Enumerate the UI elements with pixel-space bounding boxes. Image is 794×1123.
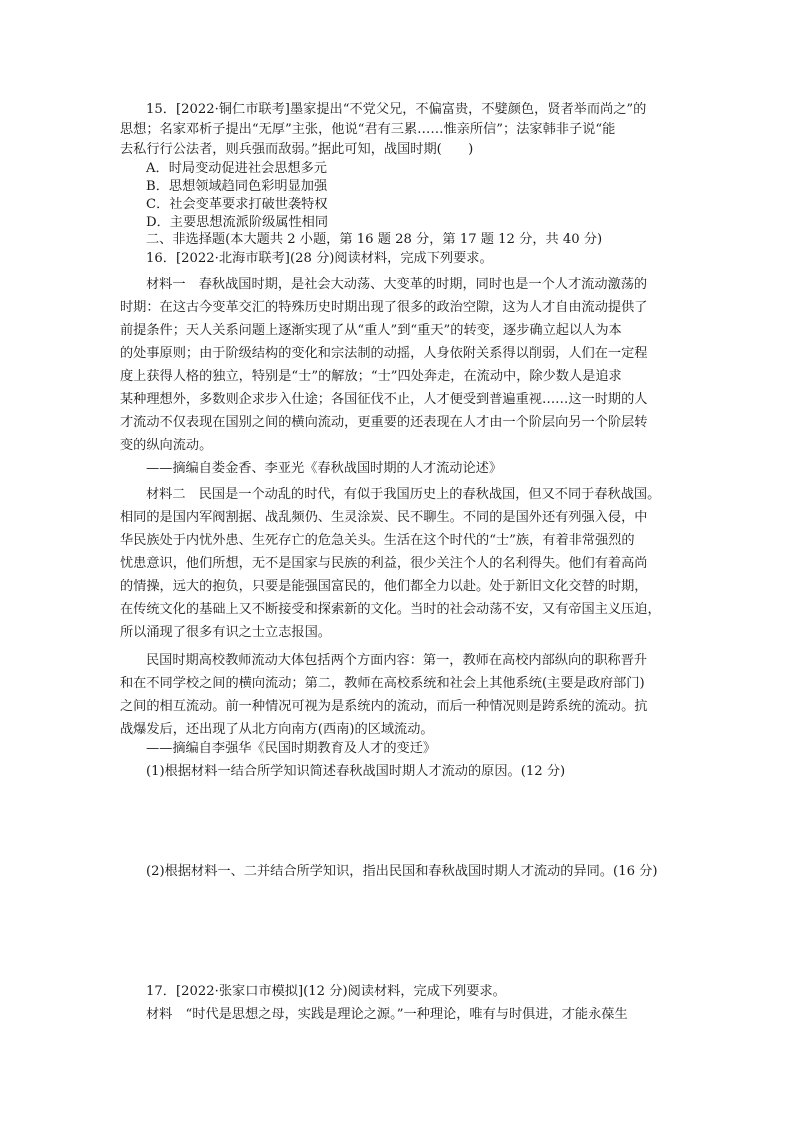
- q15-option-d: D．主要思想流派阶级属性相同: [146, 215, 329, 230]
- q16-material1-line-8: 变的纵向流动。: [120, 438, 213, 453]
- q16-material2b-line-4: 战爆发后，还出现了从北方向南方(西南)的区域流动。: [120, 722, 434, 737]
- q16-material1-line-1: 材料一 春秋战国时期，是社会大动荡、大变革的时期，同时也是一个人才流动激荡的: [146, 277, 648, 292]
- q17-material-line-1: 材料 “时代是思想之母，实践是理论之源。”一种理论，唯有与时俱进，才能永葆生: [146, 1007, 628, 1022]
- q16-material2-line-4: 忧患意识，他们所想，无不是国家与民族的利益，很少关注个人的名利得失。他们有着高尚: [120, 556, 648, 571]
- q16-material2-line-6: 在传统文化的基础上又不断接受和探索新的文化。当时的社会动荡不安，又有帝国主义压迫，: [120, 602, 661, 617]
- q15-stem-line-2: 思想；名家邓析子提出“无厚”主张，他说“君有三累……惟亲所信”；法家韩非子说“能: [120, 122, 616, 137]
- q16-material2-line-3: 华民族处于内忧外患、生死存亡的危急关头。生活在这个时代的“士”族，有着非常强烈的: [120, 533, 635, 548]
- q16-material1-line-3: 前提条件；天人关系问题上逐渐实现了从“重人”到“重天”的转变，逐步确立起以人为本: [120, 323, 622, 338]
- q16-material2-line-1: 材料二 民国是一个动乱的时代，有似于我国历史上的春秋战国，但又不同于春秋战国。: [146, 487, 661, 502]
- q17-heading: 17．[2022·张家口市模拟](12 分)阅读材料，完成下列要求。: [146, 984, 506, 999]
- q15-option-c: C．社会变革要求打破世袭特权: [146, 197, 328, 212]
- q16-question-2: (2)根据材料一、二并结合所学知识，指出民国和春秋战国时期人才流动的异同。(16 分): [146, 864, 658, 879]
- q16-source-1: ——摘编自娄金香、李亚光《春秋战国时期的人才流动论述》: [146, 461, 503, 476]
- q16-source-2: ——摘编自李强华《民国时期教育及人才的变迁》: [146, 741, 437, 756]
- q15-option-a: A．时局变动促进社会思想多元: [146, 161, 327, 176]
- section-heading: 二、非选择题(本大题共 2 小题，第 16 题 28 分，第 17 题 12 分，共 40 分): [146, 232, 603, 247]
- q15-stem-line-3: 去私行行公法者，则兵强而敌弱。”据此可知，战国时期( ): [120, 142, 474, 157]
- q16-material2b-line-1: 民国时期高校教师流动大体包括两个方面内容：第一，教师在高校内部纵向的职称晋升: [146, 653, 648, 668]
- q16-material1-line-5: 度上获得人格的独立，特别是“士”的解放；“士”四处奔走，在流动中，除少数人是追求: [120, 369, 622, 384]
- q16-material1-line-7: 才流动不仅表现在国别之间的横向流动，更重要的还表现在人才由一个阶层向另一个阶层转: [120, 415, 648, 430]
- q16-material2-line-5: 的情操，远大的抱负，只要是能强国富民的，他们都全力以赴。处于新旧文化交替的时期，: [120, 579, 648, 594]
- q16-material1-line-4: 的处事原则；由于阶级结构的变化和宗法制的动摇，人身依附关系得以削弱，人们在一定程: [120, 346, 648, 361]
- q16-material1-line-6: 某种理想外，多数则企求步入仕途；各国征伐不止，人才便受到普遍重视……这一时期的人: [120, 392, 648, 407]
- q15-stem-line-1: 15．[2022·铜仁市联考]墨家提出“不党父兄，不偏富贵，不嬖颜色，贤者举而尚之”的: [146, 102, 647, 117]
- q16-material2b-line-3: 之间的相互流动。前一种情况可视为是系统内的流动，而后一种情况则是跨系统的流动。抗: [120, 699, 648, 714]
- q15-option-b: B．思想领域趋同色彩明显加强: [146, 179, 328, 194]
- q16-question-1: (1)根据材料一结合所学知识简述春秋战国时期人才流动的原因。(12 分): [146, 764, 566, 779]
- q16-material1-line-2: 时期：在这古今变革交汇的特殊历史时期出现了很多的政治空隙，这为人才自由流动提供了: [120, 300, 648, 315]
- q16-material2-line-2: 相同的是国内军阀割据、战乱频仍、生灵涂炭、民不聊生。不同的是国外还有列强入侵，中: [120, 510, 648, 525]
- q16-heading: 16．[2022·北海市联考](28 分)阅读材料，完成下列要求。: [146, 251, 493, 266]
- q16-material2-line-7: 所以涌现了很多有识之士立志报国。: [120, 625, 331, 640]
- q16-material2b-line-2: 和在不同学校之间的横向流动；第二，教师在高校系统和社会上其他系统(主要是政府部门): [120, 676, 645, 691]
